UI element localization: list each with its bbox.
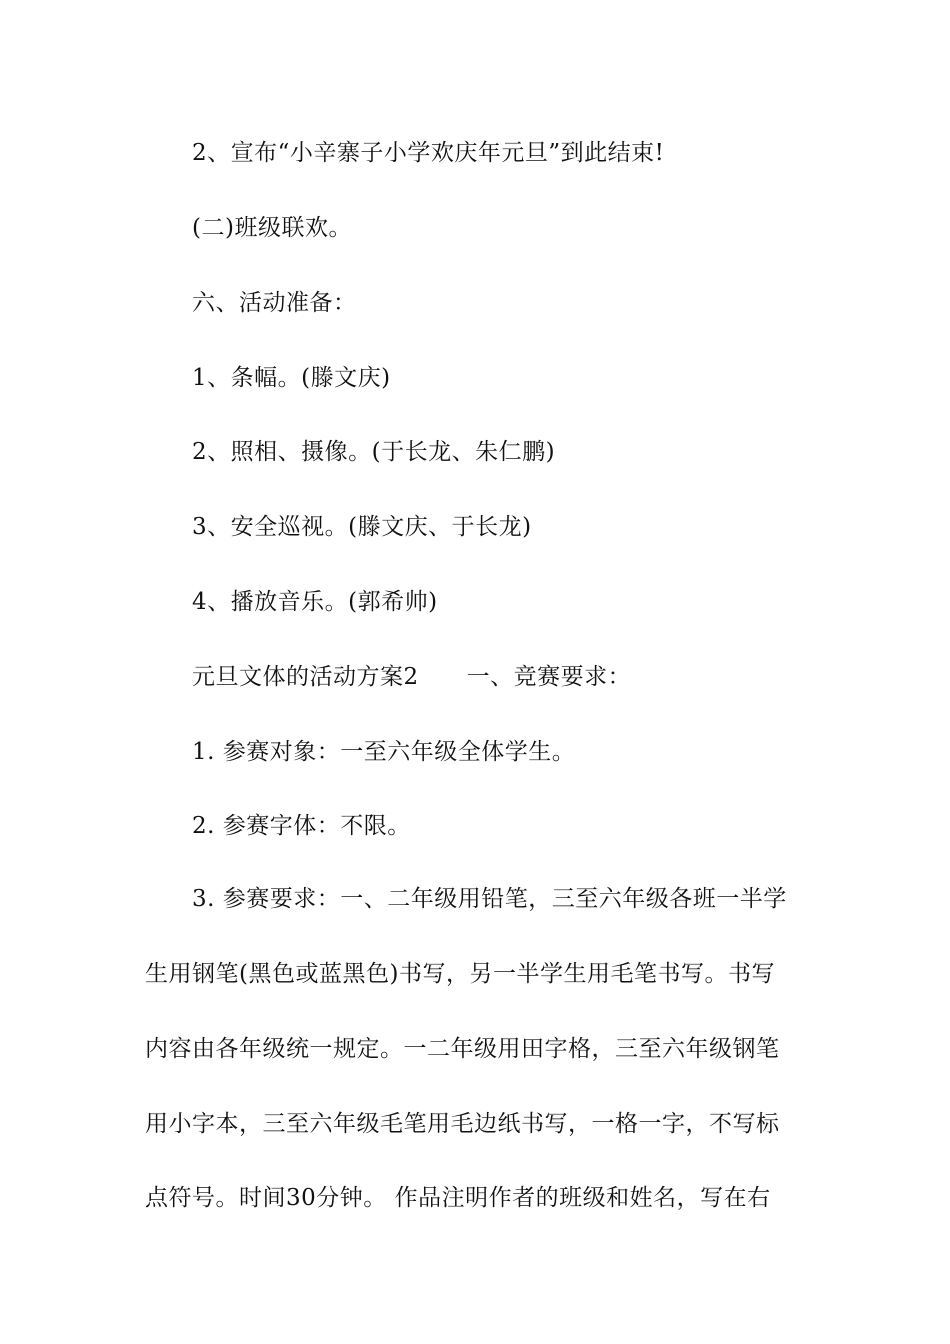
list-item: 1. 参赛对象：一至六年级全体学生。 (192, 739, 576, 765)
section-heading: 一、竞赛要求： (466, 664, 632, 690)
list-item: 4、播放音乐。(郭希帅) (192, 589, 438, 615)
paragraph-line: 3. 参赛要求：一、二年级用铅笔，三至六年级各班一半学 (192, 886, 787, 912)
paragraph-line: 内容由各年级统一规定。一二年级用田字格，三至六年级钢笔 (145, 1036, 780, 1062)
paragraph-line: 2、宣布“小辛寨子小学欢庆年元旦”到此结束! (192, 140, 665, 166)
section-heading: 六、活动准备： (192, 290, 357, 316)
list-item: 2. 参赛字体：不限。 (192, 813, 411, 839)
paragraph-line: 用小字本，三至六年级毛笔用毛边纸书写，一格一字，不写标 (145, 1111, 780, 1137)
paragraph-line: 生用钢笔(黑色或蓝黑色)书写，另一半学生用毛笔书写。书写 (145, 961, 775, 987)
document-title: 元旦文体的活动方案2 (192, 664, 419, 690)
list-item: 2、照相、摄像。(于长龙、朱仁鹏) (192, 439, 556, 465)
heading-line (192, 662, 631, 692)
paragraph-line: 点符号。时间30分钟。 作品注明作者的班级和姓名，写在右 (145, 1185, 771, 1211)
list-item: 1、条幅。(滕文庆) (192, 365, 391, 391)
list-item: 3、安全巡视。(滕文庆、于长龙) (192, 514, 532, 540)
paragraph-line: (二)班级联欢。 (192, 215, 352, 241)
